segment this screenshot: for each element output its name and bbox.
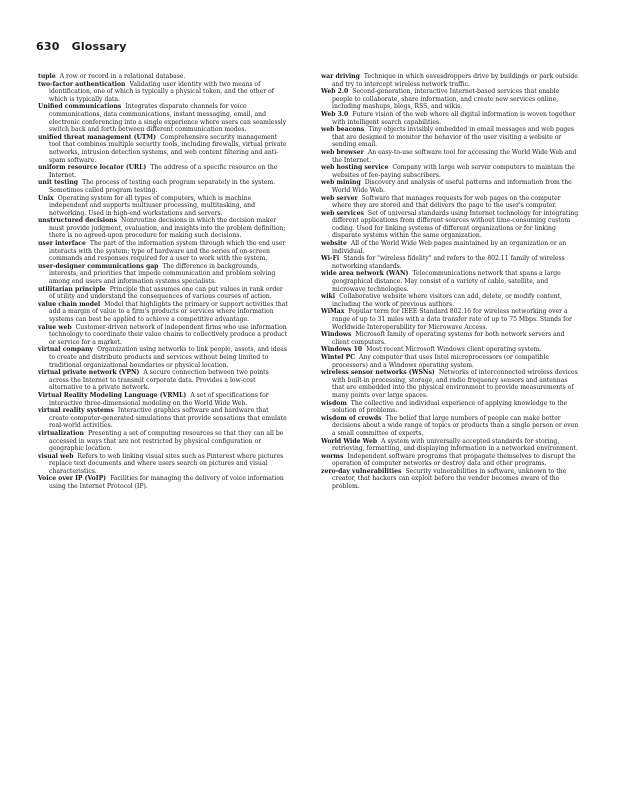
glossary-definition: The part of the information system through which the end user interacts with the system; type of hardware and the series of on-screen commands and responses required for a user to work with the system. [49,240,286,263]
glossary-definition: Operating system for all types of computers, which is machine independent and supports multiuser processing, multitasking, and networking. Used in high-end workstations and servers. [49,194,255,217]
glossary-entry [321,346,579,354]
glossary-definition: Validating user identity with two means of identification, one of which is typically a physical token, and the other of which is typically data. [49,80,274,103]
glossary-term: web browser [321,148,364,156]
glossary-entry [38,392,288,407]
glossary-definition: Integrates disparate channels for voice communications, data communications, instant messaging, email, and electronic conferencing into a single experience where users can seamlessly switch back and forth between different communication modes. [49,103,287,134]
page-number: 630 [36,40,60,53]
glossary-term: unified threat management (UTM) [38,133,157,141]
glossary-entry [38,369,288,392]
glossary-definition: Presenting a set of computing resources so that they can all be accessed in ways that are not restricted by physical configuration or geographic location. [49,429,284,453]
glossary-definition: Set of universal standards using Internet technology for integrating different applications from different sources without time-consuming custom coding. Used for linking systems of different organizations or for linking disparate systems within the same organization. [332,209,579,240]
left-column [38,73,288,491]
glossary-entry [321,369,579,399]
glossary-entry [38,346,288,369]
glossary-definition: Any computer that uses Intel microprocessors (or compatible processors) and a Windows operating system. [332,353,549,369]
glossary-entry [321,210,579,240]
glossary-term: web server [321,194,358,202]
glossary-entry [38,263,288,286]
glossary-term: zero-day vulnerabilities [321,467,402,475]
glossary-term: virtual reality systems [38,407,114,415]
glossary-term: wide area network (WAN) [321,270,409,278]
glossary-term: utilitarian principle [38,285,106,293]
glossary-definition: Collaborative website where visitors can add, delete, or modify content, including the work of previous authors. [332,293,563,308]
glossary-term: web hosting service [321,164,389,172]
glossary-definition: Refers to web linking visual sites such as Pinterest where pictures replace text documents and where users search on pictures and visual characteristics. [49,452,284,475]
glossary-entry [321,126,579,149]
glossary-definition: The address of a specific resource on the Internet. [49,164,278,179]
glossary-entry [38,195,288,218]
glossary-entry [38,81,288,104]
glossary-definition: Discovery and analysis of useful patterns and information from the World Wide Web. [332,179,572,194]
glossary-definition: The difference in backgrounds, interests, and priorities that impede communication and problem solving among end users and information systems specialists. [49,262,276,286]
glossary-definition: Independent software programs that propagate themselves to disrupt the operation of computer networks or destroy data and other programs. [332,452,576,468]
glossary-term: Web 2.0 [321,88,349,96]
page-header [36,40,127,53]
glossary-term: Unix [38,194,54,202]
glossary-definition: Security vulnerabilities in software, unknown to the creator, that hackers can exploit before the vendor becomes aware of the problem. [332,467,567,491]
glossary-definition: Model that highlights the primary or support activities that add a margin of value to a firm's products or services where information systems can best be applied to achieve a competitive advantage. [49,300,288,323]
glossary-entry [38,324,288,347]
glossary-definition: Interactive graphics software and hardware that create computer-generated simulations that provide sensations that emulate real-world activities. [49,407,287,430]
glossary-term: unit testing [38,179,79,187]
glossary-entry [321,415,579,438]
glossary-term: two-factor authentication [38,80,126,88]
glossary-entry [321,293,579,308]
glossary-term: visual web [38,452,74,460]
glossary-definition: Second-generation, interactive Internet-based services that enable people to collaborate, share information, and create new services online, including mashups, blogs, RSS, and wikis. [332,88,560,111]
glossary-entry [38,103,288,133]
glossary-entry [321,240,579,255]
glossary-entry [321,354,579,369]
glossary-entry [321,453,579,468]
glossary-term: unstructured decisions [38,217,118,225]
glossary-entry [321,73,579,88]
glossary-term: Virtual Reality Modeling Language (VRML) [38,391,187,399]
glossary-entry [321,111,579,126]
glossary-term: Unified communications [38,103,122,111]
glossary-definition: Networks of interconnected wireless devices with built-in processing, storage, and radio frequency sensors and antennas that are embedded into the physical environment to provide measurements of many points over large spaces. [332,369,578,399]
glossary-term: value web [38,323,72,331]
glossary-definition: The process of testing each program separately in the system. Sometimes called program testing. [49,179,276,194]
glossary-entry [321,255,579,270]
glossary-definition: Facilities for managing the delivery of voice information using the Internet Protocol (IP). [49,475,284,491]
glossary-term: web mining [321,179,361,187]
glossary-entry [38,430,288,453]
glossary-term: wiki [321,293,336,301]
glossary-definition: Nonroutine decisions in which the decision maker must provide judgment, evaluation, and insights into the problem definition; there is no agreed-upon procedure for making such decisions. [49,217,286,240]
glossary-term: wisdom of crowds [321,414,382,422]
glossary-entry [321,164,579,179]
glossary-definition: Comprehensive security management tool that combines multiple security tools, including firewalls, virtual private networks, intrusion detection systems, and web content filtering and anti-spam software. [49,133,287,164]
glossary-entry [321,270,579,293]
glossary-term: virtualization [38,429,84,437]
glossary-entry [38,475,288,490]
glossary-term: website [321,240,347,248]
glossary-entry [38,179,288,194]
glossary-entry [321,331,579,346]
glossary-definition: Most recent Microsoft Windows client operating system. [366,346,542,354]
glossary-definition: Telecommunications network that spans a large geographical distance. May consist of a variety of cable, satellite, and microwave technologies. [332,270,561,293]
glossary-entry [38,301,288,324]
glossary-definition: All of the World Wide Web pages maintained by an organization or an individual. [332,240,567,255]
glossary-entry [38,240,288,263]
glossary-entry [321,88,579,111]
glossary-entry [321,308,579,331]
glossary-term: Wi-Fi [321,255,340,263]
glossary-term: World Wide Web [321,437,378,445]
glossary-term: virtual private network (VPN) [38,369,140,377]
glossary-definition: Software that manages requests for web pages on the computer where they are stored and that delivers the page to the user's computer. [332,194,561,210]
glossary-term: uniform resource locator (URL) [38,164,147,172]
glossary-definition: Tiny objects invisibly embedded in email messages and web pages that are designed to monitor the behavior of the user visiting a website or sending email. [332,126,574,149]
glossary-term: wisdom [321,399,347,407]
glossary-term: value chain model [38,300,101,308]
glossary-term: Windows [321,331,352,339]
glossary-definition: Stands for "wireless fidelity" and refers to the 802.11 family of wireless networking standards. [332,255,565,270]
glossary-term: web services [321,209,364,217]
glossary-entry [38,134,288,164]
glossary-definition: Organization using networks to link people, assets, and ideas to create and distribute products and services without being limited to traditional organizational boundaries or physical location. [49,346,288,369]
glossary-entry [321,400,579,415]
glossary-entry [321,468,579,491]
glossary-term: virtual company [38,346,94,354]
glossary-entry [321,438,579,453]
glossary-definition: A set of specifications for interactive three-dimensional modeling on the World Wide Web. [49,391,269,407]
glossary-entry [321,195,579,210]
glossary-entry [38,217,288,240]
glossary-term: worms [321,452,344,460]
glossary-definition: Customer-driven network of independent firms who use information technology to coordinate their value chains to collectively produce a product or service for a market. [49,323,288,346]
glossary-term: tuple [38,73,56,80]
glossary-definition: The collective and individual experience of applying knowledge to the solution of problems. [332,399,568,415]
glossary-definition: A secure connection between two points across the Internet to transmit corporate data. Provides a low-cost alternative to a private network. [49,369,269,392]
glossary-definition: Popular term for IEEE Standard 802.16 for wireless networking over a range of up to 31 miles with a data transfer rate of up to 75 Mbps. Stands for Worldwide Interoperability for Microwave Access. [332,308,572,331]
glossary-term: web beacons [321,126,365,134]
glossary-entry [38,286,288,301]
page-title: Glossary [71,40,127,53]
glossary-entry [38,73,288,81]
glossary-definition: A system with universally accepted standards for storing, retrieving, formatting, and displaying information in a networked environment. [332,437,578,453]
glossary-term: war driving [321,73,360,80]
glossary-entry [38,407,288,430]
glossary-entry [38,164,288,179]
glossary-term: Wintel PC [321,353,356,361]
glossary-term: Web 3.0 [321,110,349,118]
glossary-definition: Future vision of the web where all digital information is woven together with intelligent search capabilities. [332,110,576,126]
glossary-entry [38,453,288,476]
right-column [321,73,579,491]
glossary-term: user interface [38,240,86,248]
glossary-definition: Principle that assumes one can put values in rank order of utility and understand the consequences of various courses of action. [49,285,283,301]
glossary-definition: An easy-to-use software tool for accessing the World Wide Web and the Internet. [332,148,577,164]
glossary-term: Voice over IP (VoIP) [38,475,107,483]
glossary-term: WiMax [321,308,345,316]
glossary-term: wireless sensor networks (WSNs) [321,369,435,377]
glossary-entry [321,149,579,164]
glossary-definition: Company with large web server computers to maintain the websites of fee-paying subscribers. [332,164,575,179]
glossary-definition: The belief that large numbers of people can make better decisions about a wide range of topics or products than a single person or even a small committee of experts. [332,414,579,437]
glossary-definition: Technique in which eavesdroppers drive by buildings or park outside and try to intercept wireless network traffic. [332,73,578,88]
glossary-entry [321,179,579,194]
glossary-definition: Microsoft family of operating systems for both network servers and client computers. [332,331,565,346]
glossary-term: user-designer communications gap [38,262,159,270]
glossary-definition: A row or record in a relational database. [59,73,186,80]
glossary-term: Windows 10 [321,346,363,354]
